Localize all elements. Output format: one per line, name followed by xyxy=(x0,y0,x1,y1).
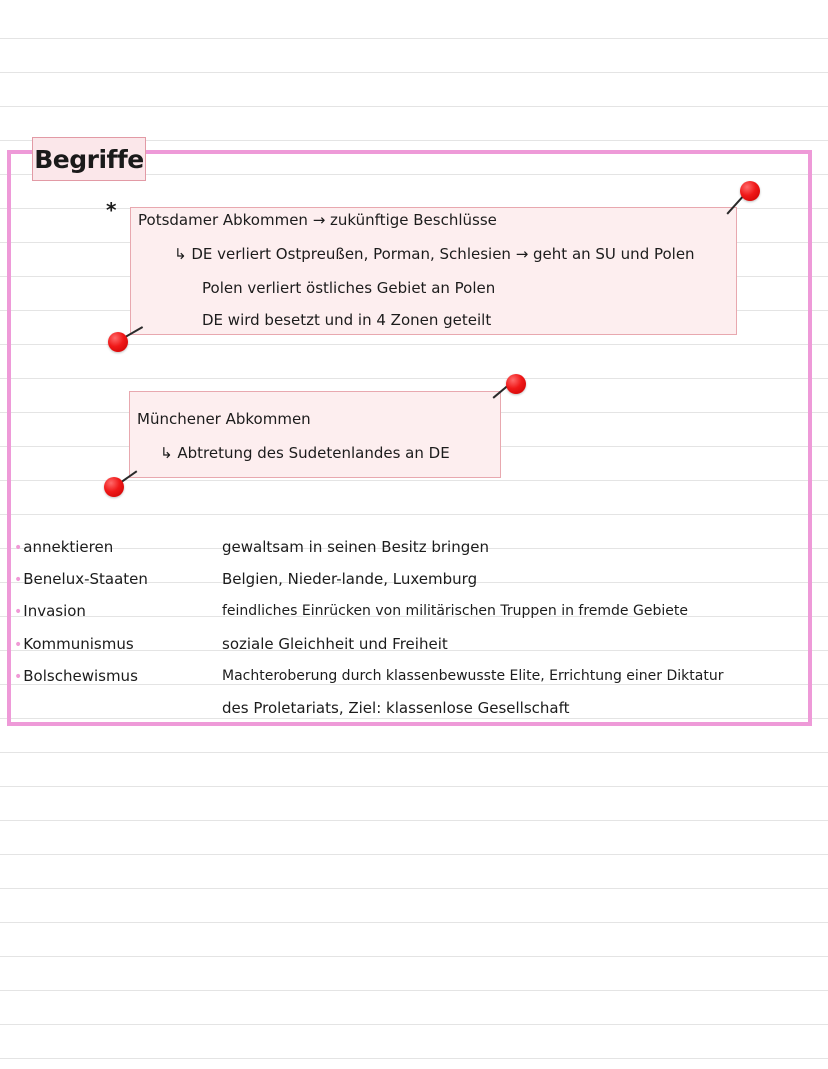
glossary-definition-continued: des Proletariats, Ziel: klassenlose Gesellschaft xyxy=(222,699,570,717)
glossary-term: •Kommunismus xyxy=(14,635,134,653)
bullet-icon: • xyxy=(14,604,23,620)
glossary-term: •Invasion xyxy=(14,602,86,620)
glossary-term: •Benelux-Staaten xyxy=(14,570,148,588)
note1-line3: Polen verliert östliches Gebiet an Polen xyxy=(202,279,496,297)
glossary-term: •annektieren xyxy=(14,538,114,556)
bullet-icon: • xyxy=(14,669,23,685)
glossary-definition: Machteroberung durch klassenbewusste Elite, Errichtung einer Diktatur xyxy=(222,668,724,684)
bullet-icon: • xyxy=(14,540,23,556)
note2-line2: ↳ Abtretung des Sudetenlandes an DE xyxy=(160,444,450,462)
heading-box xyxy=(32,137,146,181)
bullet-icon: • xyxy=(14,572,23,588)
pin-icon xyxy=(104,477,124,497)
note-card-munich xyxy=(129,391,501,478)
note1-line1: Potsdamer Abkommen → zukünftige Beschlüsse xyxy=(138,211,497,229)
note1-line2: ↳ DE verliert Ostpreußen, Porman, Schlesien → geht an SU und Polen xyxy=(174,245,695,263)
pin-icon xyxy=(108,332,128,352)
page-title: Begriffe xyxy=(34,144,144,174)
bullet-icon: • xyxy=(14,637,23,653)
note2-line1: Münchener Abkommen xyxy=(137,410,311,428)
glossary-definition: gewaltsam in seinen Besitz bringen xyxy=(222,538,489,556)
pin-icon xyxy=(740,181,760,201)
pin-icon xyxy=(506,374,526,394)
glossary-definition: Belgien, Nieder-lande, Luxemburg xyxy=(222,570,478,588)
note1-line4: DE wird besetzt und in 4 Zonen geteilt xyxy=(202,311,492,329)
star-marker: * xyxy=(106,198,117,222)
glossary-definition: feindliches Einrücken von militärischen Truppen in fremde Gebiete xyxy=(222,603,688,619)
glossary-term: •Bolschewismus xyxy=(14,667,138,685)
glossary-definition: soziale Gleichheit und Freiheit xyxy=(222,635,448,653)
